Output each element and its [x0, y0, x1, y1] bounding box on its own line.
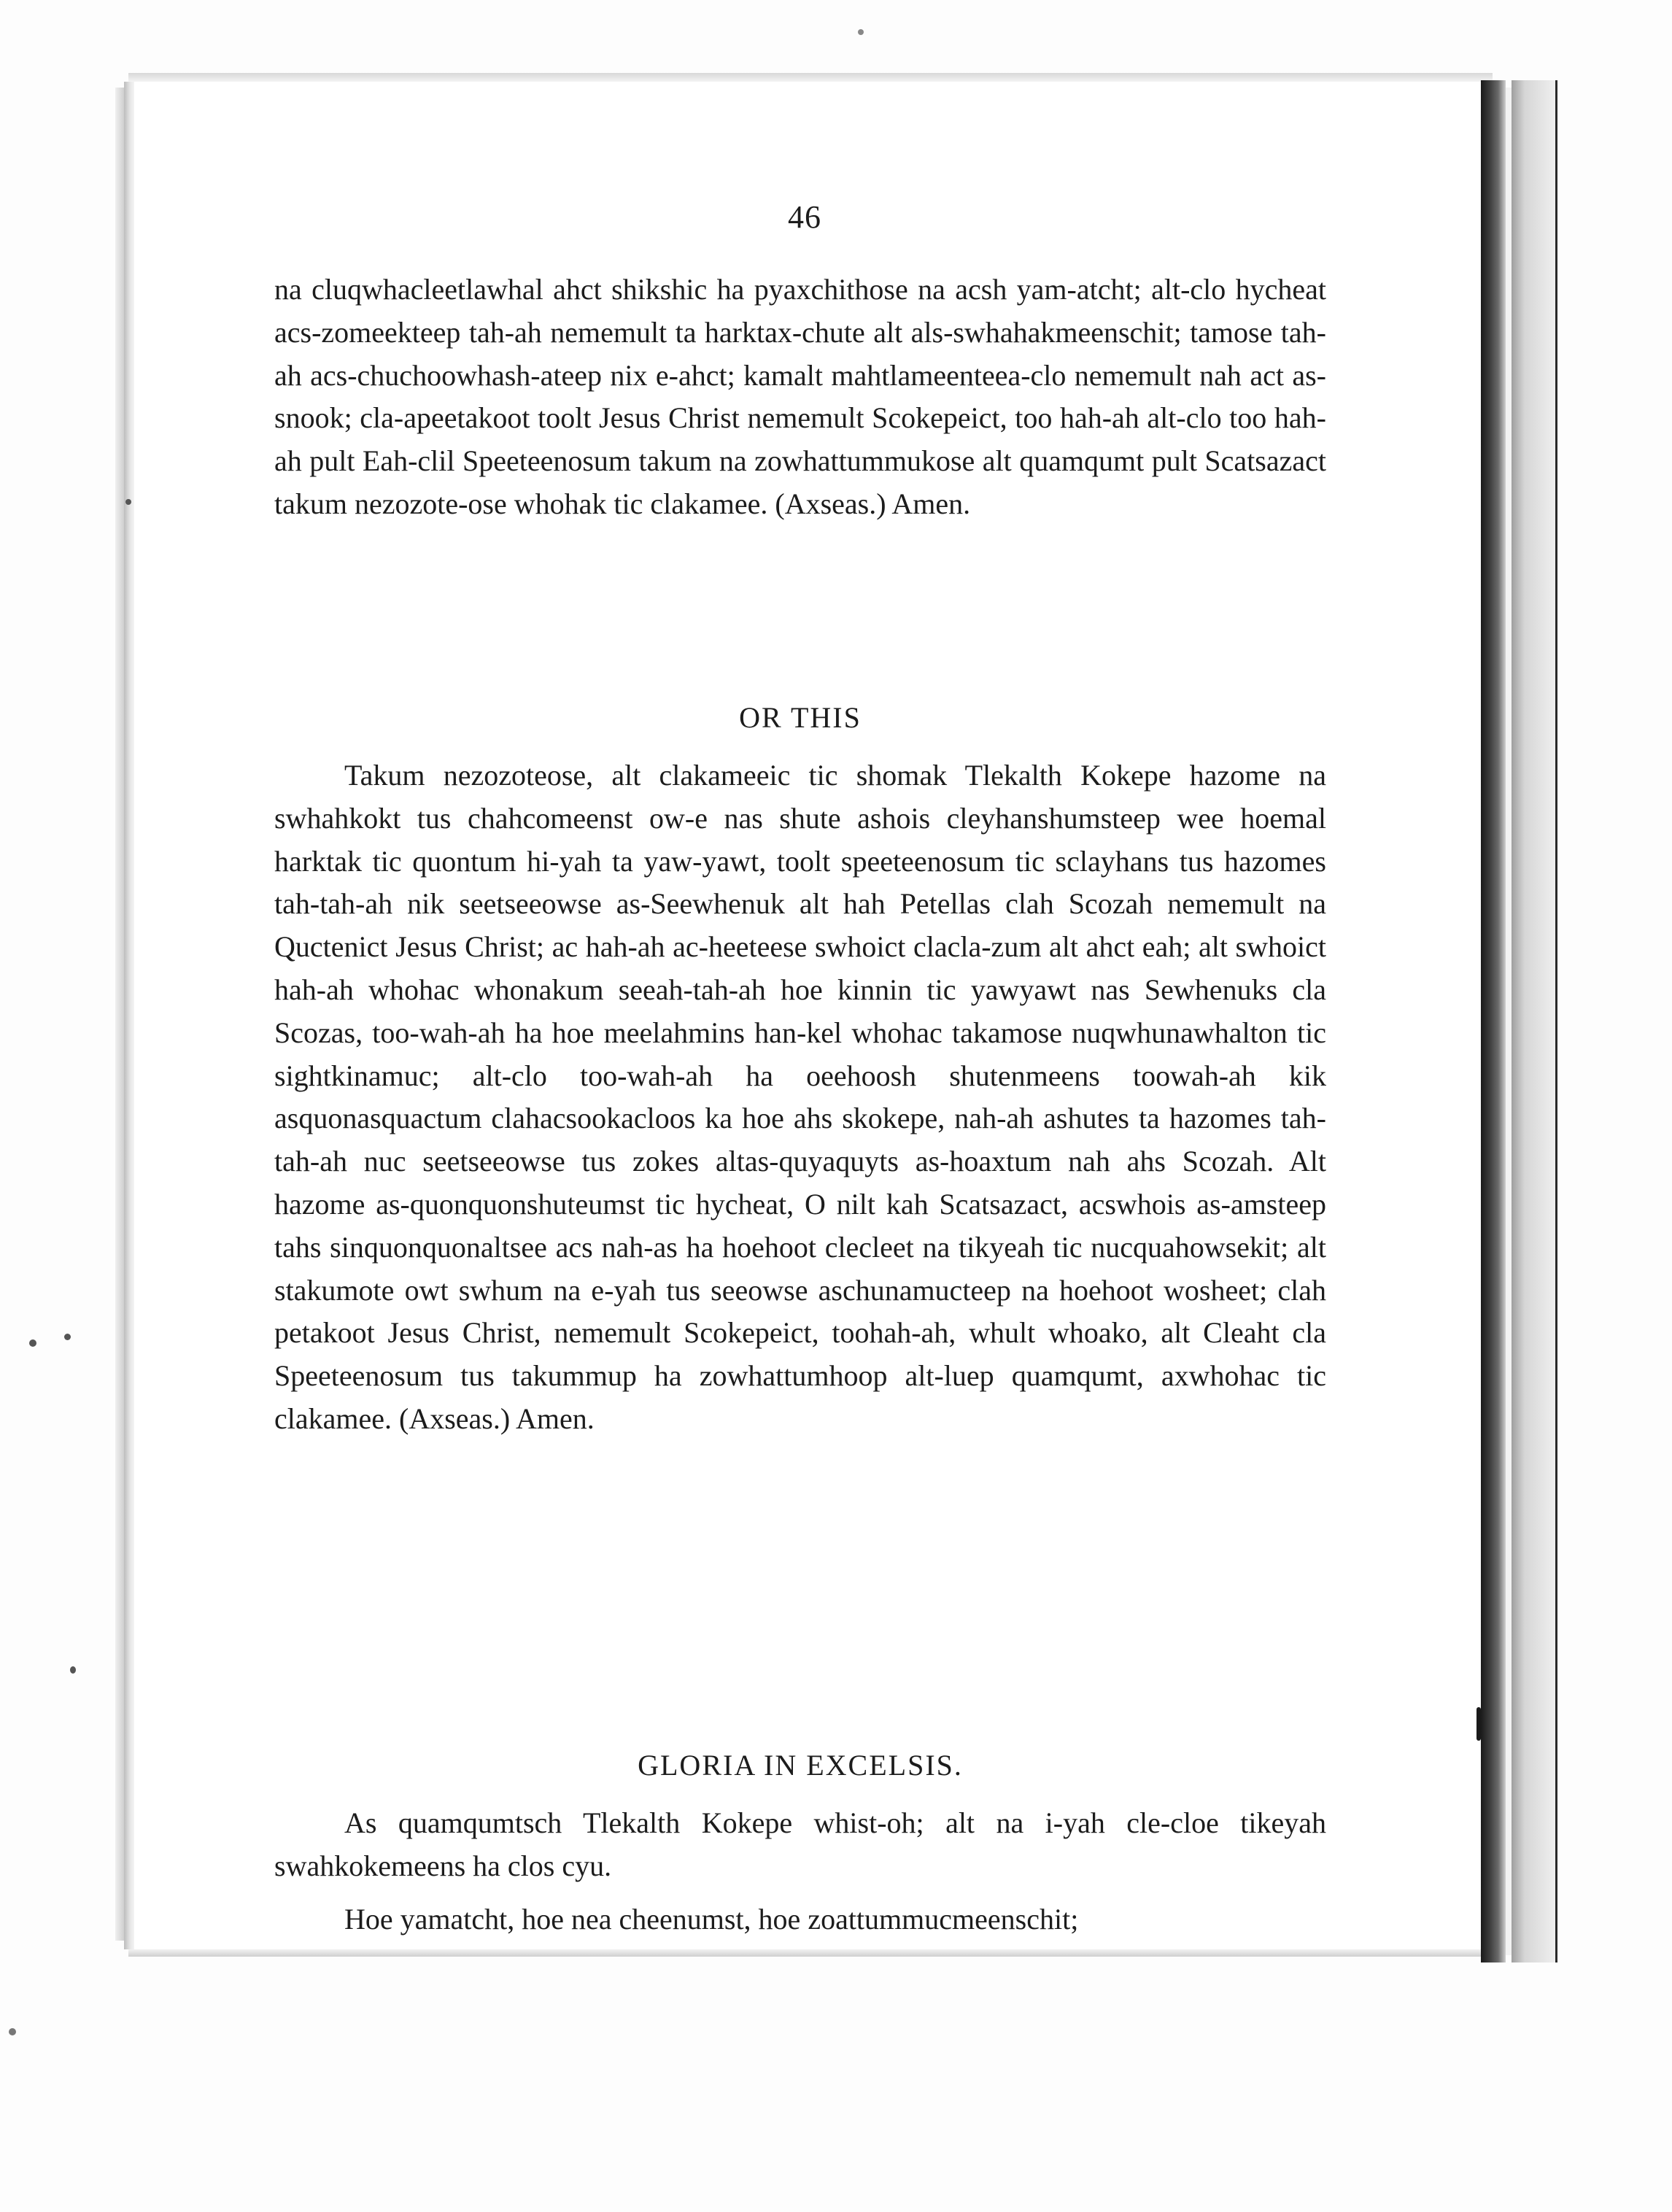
scan-speck	[9, 2028, 16, 2035]
section-heading-gloria: GLORIA IN EXCELSIS.	[638, 1749, 963, 1782]
paragraph-gloria: As quamqumtsch Tlekalth Kokepe whist-oh; alt na i-yah cle-cloe tikeyah swahkokemeens ha clos cyu.	[274, 1806, 1326, 1882]
page-number: 46	[788, 199, 821, 235]
scan-speck	[858, 29, 864, 35]
body-text-bottom	[274, 1802, 1326, 1941]
paragraph-gloria-continued: Hoe yamatcht, hoe nea cheenumst, hoe zoattummucmeenschit;	[344, 1902, 1079, 1936]
section-heading-or-this: OR THIS	[739, 701, 862, 734]
book-spine	[1481, 80, 1506, 1962]
page-top-edge	[128, 73, 1493, 82]
page-shadow	[115, 88, 124, 1941]
margin-dot	[29, 1339, 36, 1347]
body-text-middle	[274, 754, 1326, 1441]
margin-dot	[64, 1334, 71, 1340]
margin-mark	[1476, 1707, 1481, 1741]
paragraph-prayer: Takum nezozoteose, alt clakameeic tic shomak Tlekalth Kokepe hazome na swhahkokt tus chahcomeenst ow-e nas shute ashois cleyhanshumsteep wee hoemal harktak tic quontum hi-yah ta yaw-yawt, toolt speeteenosum tic sclayhans tus hazomes tah-tah-ah nik seetseeowse as-Seewhenuk alt hah Petellas clah Scozah nememult na Quctenict Jesus Christ; ac hah-ah ac-heeteese swhoict clacla-zum alt ahct eah; alt swhoict hah-ah whohac whonakum seeah-tah-ah hoe kinnin tic yawyawt nas Sewhenuks cla Scozas, too-wah-ah ha hoe meelahmins han-kel whohac takamose nuqwhunawhalton tic sightkinamuc; alt-clo too-wah-ah ha oeehoosh shutenmeens toowah-ah kik asquonasquactum clahacsookacloos ka hoe ahs skokepe, nah-ah ashutes ta hazomes tah-tah-ah nuc seetseeowse tus zokes altas-quyaquyts as-hoaxtum nah ahs Scozah. Alt hazome as-quonquonshuteumst tic hycheat, O nilt kah Scatsazact, acswhois as-amsteep tahs sinquonquonaltsee acs nah-as ha hoehoot clecleet na tikyeah tic nucquahowsekit; alt stakumote owt swhum na e-yah tus seeowse aschunamucteep na hoehoot wosheet; clah petakoot Jesus Christ, nememult Scokepeict, toohah-ah, whult whoako, alt Cleaht cla Speeteenosum tus takummup ha zowhattumhoop alt-luep quamqumt, axwhohac tic clakamee. (Axseas.) Amen.	[274, 759, 1326, 1435]
margin-dot	[125, 499, 131, 505]
paragraph-continued: na cluqwhacleetlawhal ahct shikshic ha pyaxchithose na acsh yam-atcht; alt-clo hycheat acs-zomeekteep tah-ah nememult ta harktax-chute alt als-swhahakmeenschit; tamose tah-ah acs-chuchoowhash-ateep nix e-ahct; kamalt mahtlameenteea-clo nememult nah act as-snook; cla-apeetakoot toolt Jesus Christ nememult Scokepeict, too hah-ah alt-clo too hah-ah pult Eah-clil Speeteenosum takum na zowhattummukose alt quamqumt pult Scatsazact takum nezozote-ose whohak tic clakamee. (Axseas.) Amen.	[274, 273, 1326, 520]
page-bottom-edge	[128, 1949, 1493, 1957]
spine-gap	[1506, 88, 1512, 1955]
page-left-edge	[124, 82, 134, 1949]
body-text-top	[274, 268, 1326, 526]
margin-dot	[70, 1666, 76, 1674]
facing-page-edge	[1512, 80, 1557, 1962]
